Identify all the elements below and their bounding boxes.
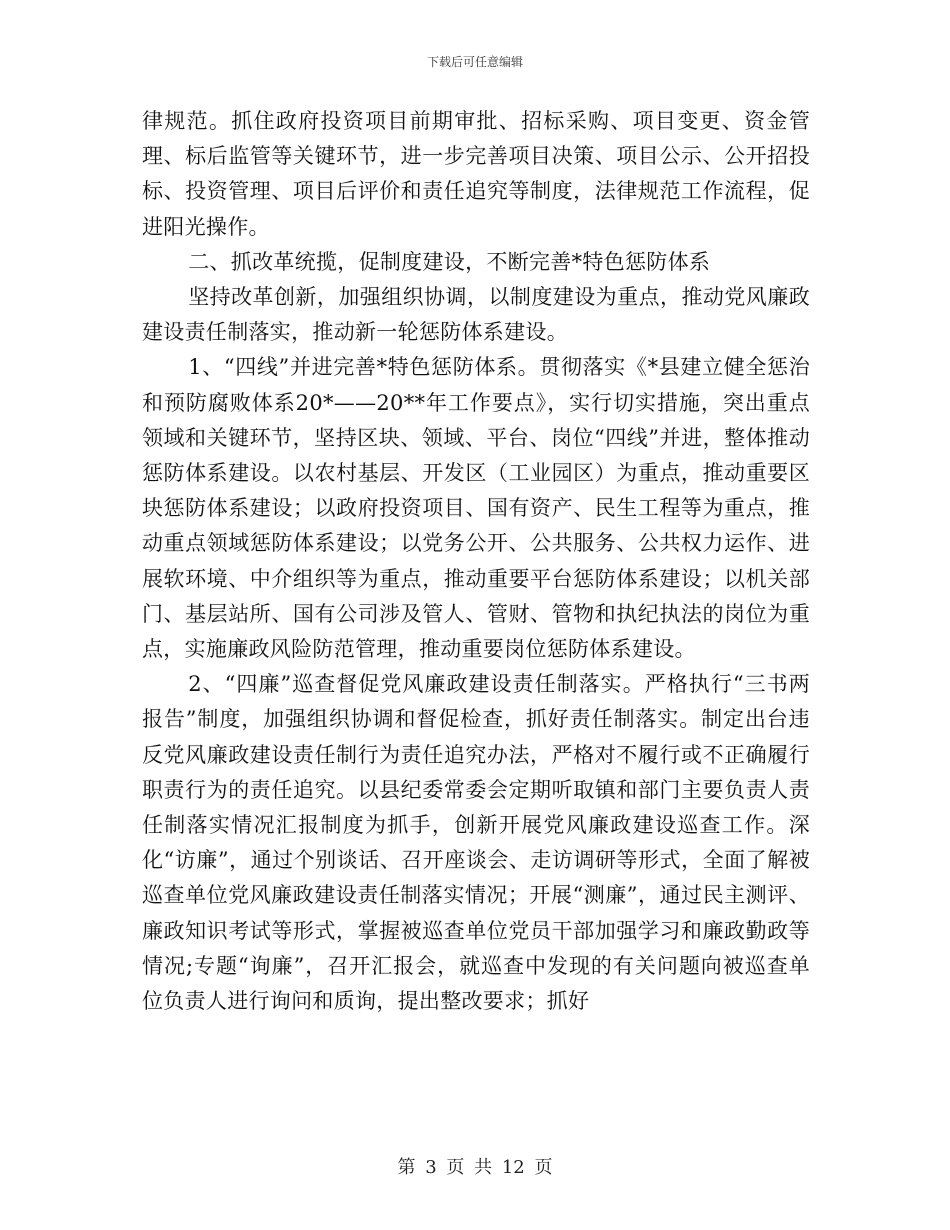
section-heading: 二、抓改革统揽，促制度建设，不断完善*特色惩防体系 [188,249,711,274]
paragraph: 坚持改革创新，加强组织协调，以制度建设为重点，推动党风廉政建设责任制落实，推动新一轮惩防体系建设。 [142,285,810,345]
page-footer: 第 3 页 共 12 页 [397,1157,553,1178]
document-body [142,104,810,1019]
paragraph: 律规范。抓住政府投资项目前期审批、招标采购、项目变更、资金管理、标后监管等关键环节，进一步完善项目决策、项目公示、公开招投标、投资管理、项目后评价和责任追究等制度，法律规范工作流程，促进阳光操作。 [142,109,810,239]
paragraph: 1、“四线”并进完善*特色惩防体系。贯彻落实《*县建立健全惩治和预防腐败体系20*——20**年工作要点》，实行切实措施，突出重点领域和关键环节，坚持区块、领域、平台、岗位“四线”并进，整体推动惩防体系建设。以农村基层、开发区（工业园区）为重点，推动重要区块惩防体系建设；以政府投资项目、国有资产、民生工程等为重点，推动重点领域惩防体系建设；以党务公开、公共服务、公共权力运作、进展软环境、中介组织等为重点，推动重要平台惩防体系建设；以机关部门、基层站所、国有公司涉及管人、管财、管物和执纪执法的岗位为重点，实施廉政风险防范管理，推动重要岗位惩防体系建设。 [142,355,810,662]
paragraph: 2、“四廉”巡查督促党风廉政建设责任制落实。严格执行“三书两报告”制度，加强组织协调和督促检查，抓好责任制落实。制定出台违反党风廉政建设责任制行为责任追究办法，严格对不履行或不正确履行职责行为的责任追究。以县纪委常委会定期听取镇和部门主要负责人责任制落实情况汇报制度为抓手，创新开展党风廉政建设巡查工作。深化“访廉”，通过个别谈话、召开座谈会、走访调研等形式，全面了解被巡查单位党风廉政建设责任制落实情况；开展“测廉”，通过民主测评、廉政知识考试等形式，掌握被巡查单位党员干部加强学习和廉政勤政等情况;专题“询廉”，召开汇报会，就巡查中发现的有关问题向被巡查单位负责人进行询问和质询，提出整改要求；抓好 [142,672,810,1014]
page-header: 下载后可任意编辑 [426,55,523,69]
